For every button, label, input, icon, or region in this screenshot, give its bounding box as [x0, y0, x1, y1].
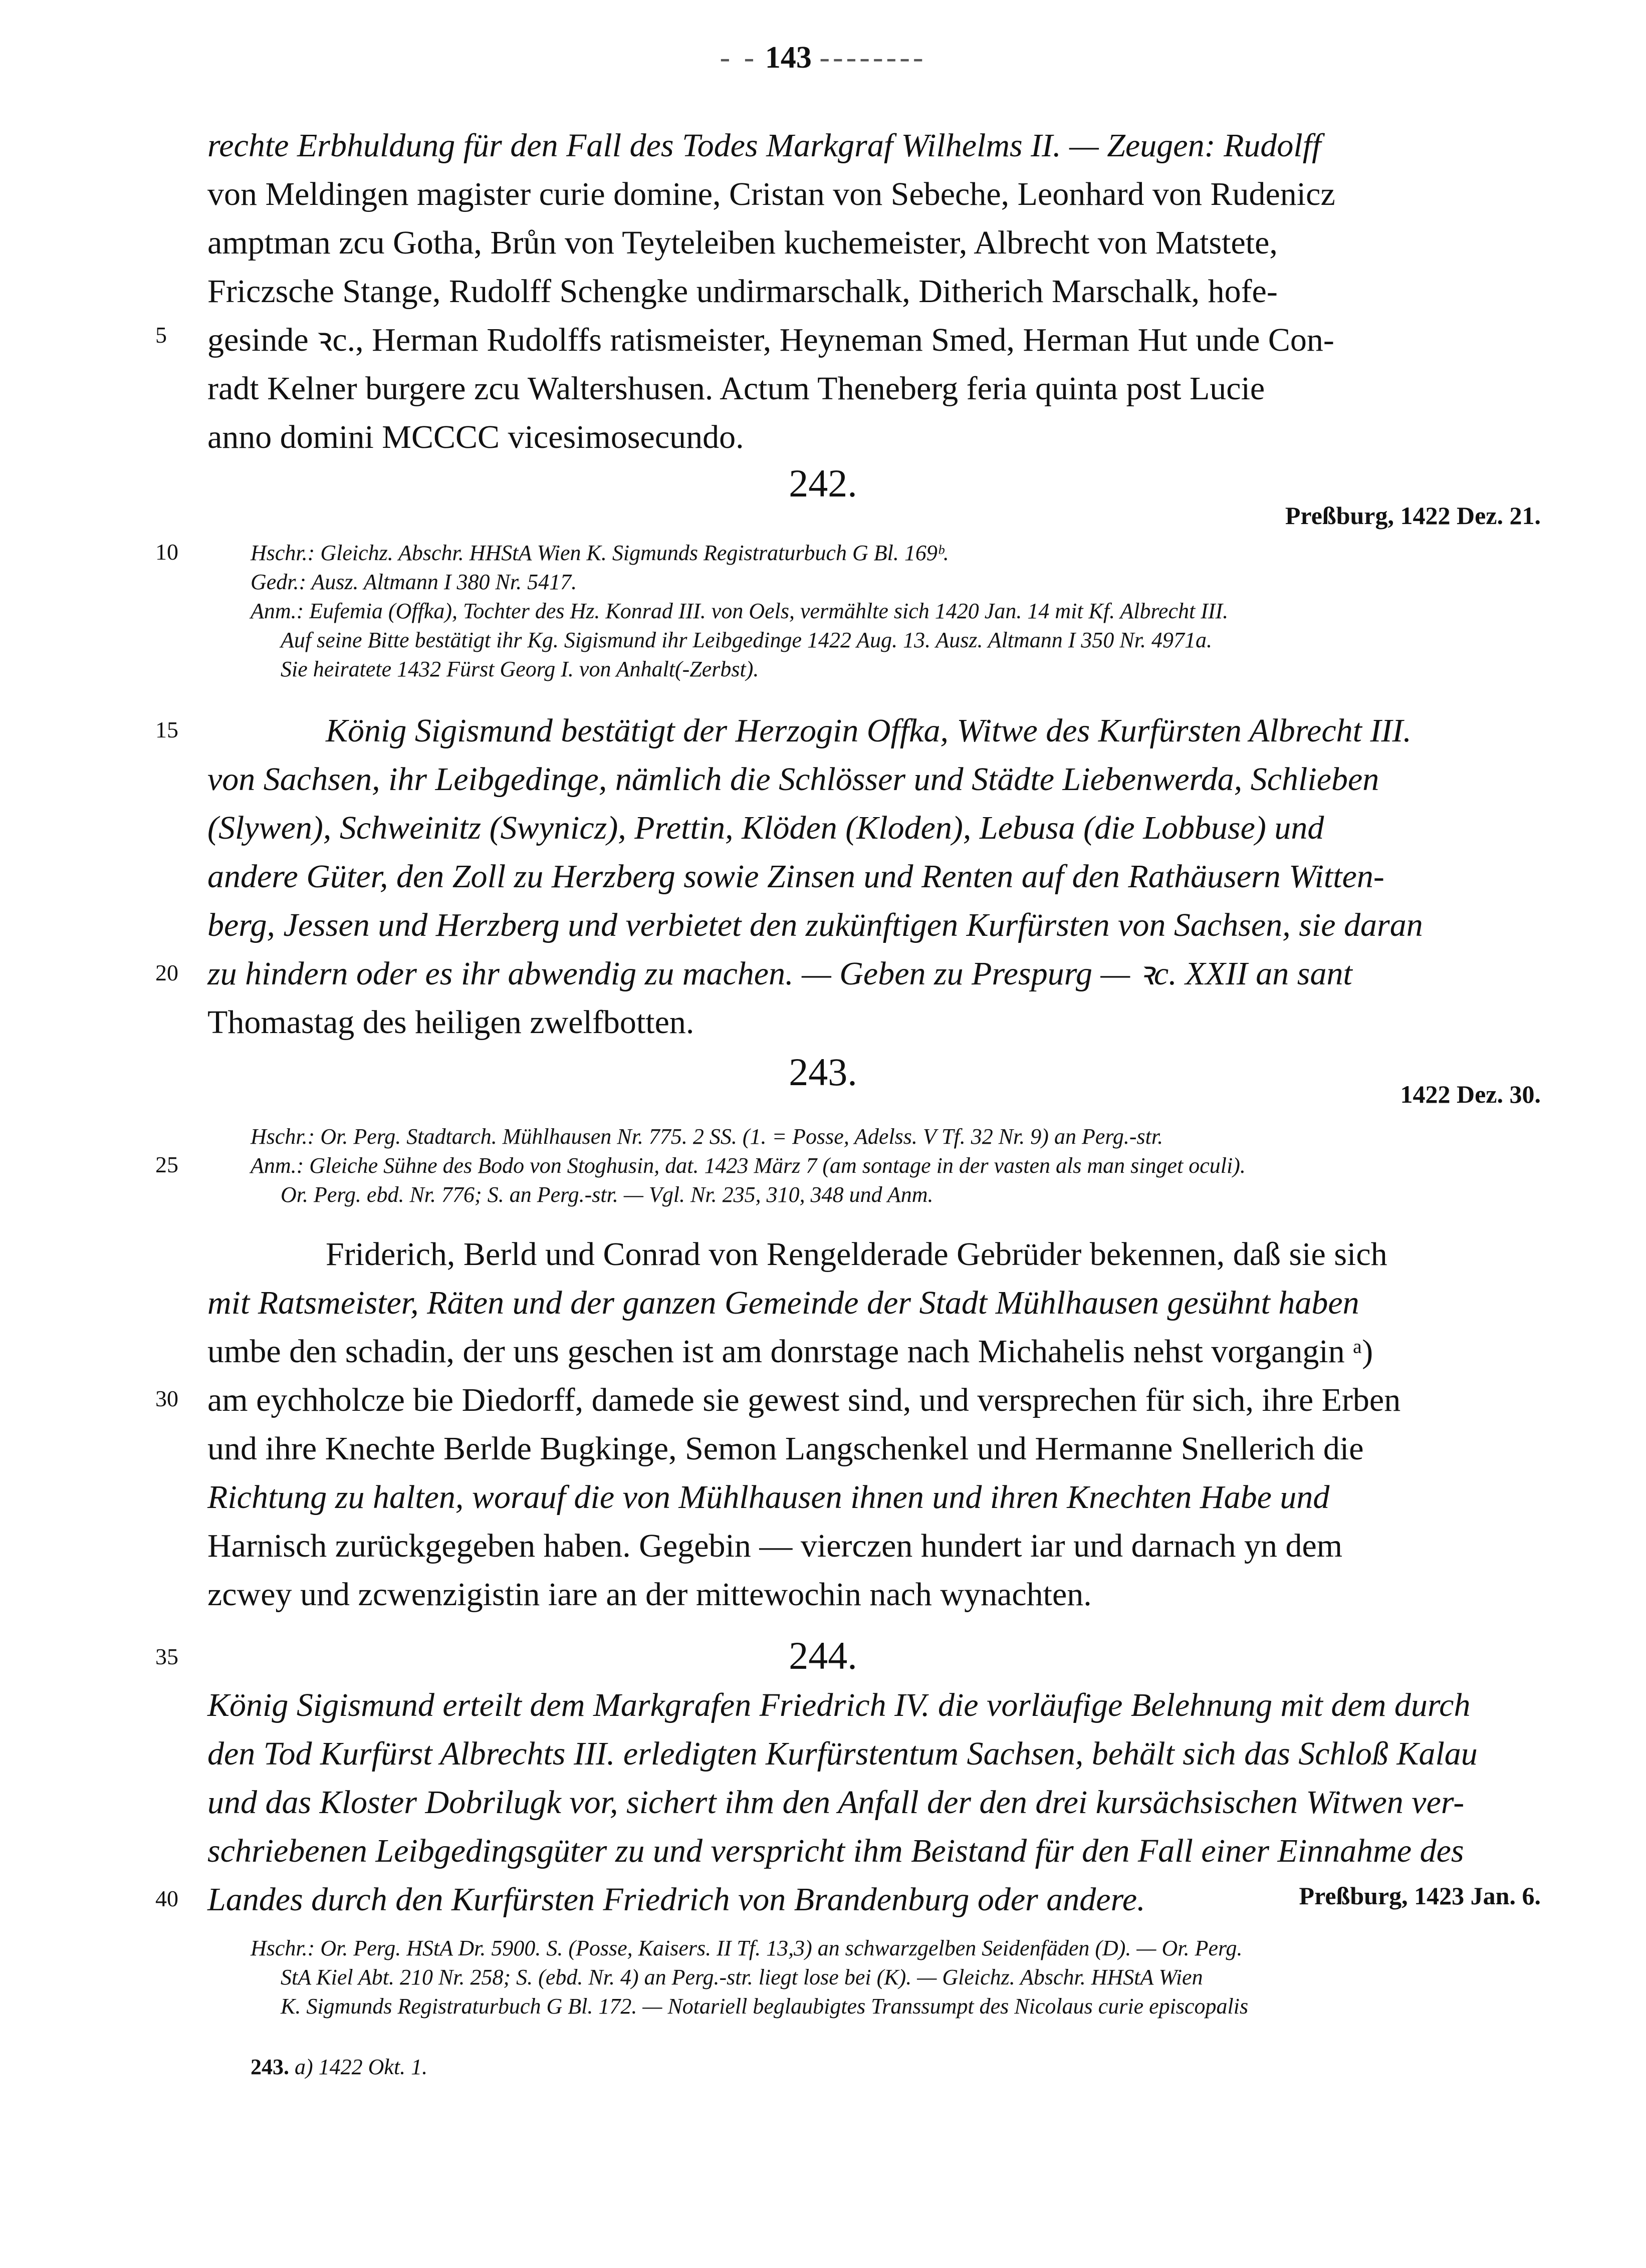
regest-line: zu hindern oder es ihr abwendig zu machen. — Geben zu Prespurg — ꝛc. XXII an sant: [207, 955, 1352, 992]
line-number: 25: [155, 1152, 178, 1177]
place-date: Preßburg, 1422 Dez. 21.: [1285, 501, 1541, 530]
regest-line: König Sigismund bestätigt der Herzogin Offka, Witwe des Kurfürsten Albrecht III.: [326, 712, 1412, 749]
source-note: StA Kiel Abt. 210 Nr. 258; S. (ebd. Nr. 4) an Perg.-str. liegt lose bei (K). — Gleichz. Abschr. HHStA Wien: [281, 1965, 1203, 1989]
text-line: gesinde ꝛc., Herman Rudolffs ratismeister, Heyneman Smed, Herman Hut unde Con-: [207, 322, 1334, 358]
regest-line: umbe den schadin, der uns geschen ist am donrstage nach Michahelis nehst vorgangin ᵃ): [207, 1333, 1373, 1370]
source-note: Or. Perg. ebd. Nr. 776; S. an Perg.-str. — Vgl. Nr. 235, 310, 348 und Anm.: [281, 1182, 933, 1207]
regest-line: zcwey und zcwenzigistin iare an der mittewochin nach wynachten.: [207, 1576, 1092, 1613]
regest-line: am eychholcze bie Diedorff, damede sie gewest sind, und versprechen für sich, ihre Erben: [207, 1382, 1401, 1418]
regest-line: mit Ratsmeister, Räten und der ganzen Gemeinde der Stadt Mühlhausen gesühnt haben: [207, 1285, 1359, 1321]
source-note: Hschr.: Or. Perg. Stadtarch. Mühlhausen Nr. 775. 2 SS. (1. = Posse, Adelss. V Tf. 32 Nr. 9) an Perg.-str.: [251, 1124, 1163, 1149]
text-line: rechte Erbhuldung für den Fall des Todes Markgraf Wilhelms II. — Zeugen: Rudolff: [207, 127, 1321, 164]
line-number: 35: [155, 1644, 178, 1669]
page-number: - - 143 --------: [720, 41, 926, 75]
regest-line: König Sigismund erteilt dem Markgrafen Friedrich IV. die vorläufige Belehnung mit dem durch: [207, 1687, 1471, 1723]
regest-line: und ihre Knechte Berlde Bugkinge, Semon Langschenkel und Hermanne Snellerich die: [207, 1430, 1364, 1467]
line-number: 30: [155, 1386, 178, 1411]
regest-line: (Slywen), Schweinitz (Swynicz), Prettin, Klöden (Kloden), Lebusa (die Lobbuse) und: [207, 810, 1324, 846]
document-number: 243.: [789, 1050, 857, 1094]
place-date: Preßburg, 1423 Jan. 6.: [1299, 1882, 1541, 1910]
text-line: radt Kelner burgere zcu Waltershusen. Actum Theneberg feria quinta post Lucie: [207, 370, 1265, 407]
source-note: Gedr.: Ausz. Altmann I 380 Nr. 5417.: [251, 570, 577, 594]
regest-line: von Sachsen, ihr Leibgedinge, nämlich die Schlösser und Städte Liebenwerda, Schlieben: [207, 761, 1379, 798]
regest-line: schriebenen Leibgedingsgüter zu und verspricht ihm Beistand für den Fall einer Einnahme des: [207, 1833, 1464, 1869]
text-line: Friczsche Stange, Rudolff Schengke undirmarschalk, Ditherich Marschalk, hofe-: [207, 273, 1278, 310]
header-rule-left: - -: [720, 41, 758, 75]
source-note: Hschr.: Gleichz. Abschr. HHStA Wien K. Sigmunds Registraturbuch G Bl. 169ᵇ.: [251, 541, 949, 565]
regest-line: andere Güter, den Zoll zu Herzberg sowie Zinsen und Renten auf den Rathäusern Witten-: [207, 858, 1384, 895]
regest-line: Thomastag des heiligen zwelfbotten.: [207, 1004, 694, 1041]
source-note: Auf seine Bitte bestätigt ihr Kg. Sigismund ihr Leibgedinge 1422 Aug. 13. Ausz. Altmann I 350 Nr. 4971a.: [281, 628, 1212, 652]
line-number: 5: [155, 322, 167, 348]
source-note: Sie heiratete 1432 Fürst Georg I. von Anhalt(-Zerbst).: [281, 657, 759, 681]
line-number: 40: [155, 1886, 178, 1911]
source-note: Hschr.: Or. Perg. HStA Dr. 5900. S. (Posse, Kaisers. II Tf. 13,3) an schwarzgelben Seidenfäden (D). — Or. Perg.: [251, 1936, 1243, 1960]
document-number: 242.: [789, 461, 857, 505]
line-number: 10: [155, 539, 178, 565]
regest-line: Landes durch den Kurfürsten Friedrich von Brandenburg oder andere.: [207, 1881, 1145, 1918]
text-line: amptman zcu Gotha, Brůn von Teyteleiben kuchemeister, Albrecht von Matstete,: [207, 224, 1278, 261]
footnote: 243. a) 1422 Okt. 1.: [251, 2055, 428, 2079]
source-note: Anm.: Eufemia (Offka), Tochter des Hz. Konrad III. von Oels, vermählte sich 1420 Jan. 14 mit Kf. Albrecht III.: [251, 599, 1229, 623]
place-date: 1422 Dez. 30.: [1400, 1080, 1541, 1108]
source-note: Anm.: Gleiche Sühne des Bodo von Stoghusin, dat. 1423 März 7 (am sontage in der vasten als man singet oculi).: [251, 1153, 1246, 1178]
regest-line: den Tod Kurfürst Albrechts III. erledigten Kurfürstentum Sachsen, behält sich das Schloß Kalau: [207, 1735, 1478, 1772]
line-number: 20: [155, 960, 178, 985]
header-rule-right: --------: [819, 41, 926, 75]
document-number: 244.: [789, 1634, 857, 1677]
text-line: anno domini MCCCC vicesimosecundo.: [207, 419, 744, 455]
source-note: K. Sigmunds Registraturbuch G Bl. 172. — Notariell beglaubigtes Transsumpt des Nicolaus curie episcopalis: [281, 1994, 1249, 2019]
regest-line: und das Kloster Dobrilugk vor, sichert ihm den Anfall der den drei kursächsischen Witwen ver-: [207, 1784, 1465, 1821]
regest-line: Friderich, Berld und Conrad von Rengelderade Gebrüder bekennen, daß sie sich: [326, 1236, 1387, 1273]
regest-line: Harnisch zurückgegeben haben. Gegebin — vierczen hundert iar und darnach yn dem: [207, 1528, 1343, 1564]
regest-line: Richtung zu halten, worauf die von Mühlhausen ihnen und ihren Knechten Habe und: [207, 1479, 1330, 1516]
text-line: von Meldingen magister curie domine, Cristan von Sebeche, Leonhard von Rudenicz: [207, 176, 1335, 212]
regest-line: berg, Jessen und Herzberg und verbietet den zukünftigen Kurfürsten von Sachsen, sie daran: [207, 907, 1423, 943]
line-number: 15: [155, 717, 178, 742]
